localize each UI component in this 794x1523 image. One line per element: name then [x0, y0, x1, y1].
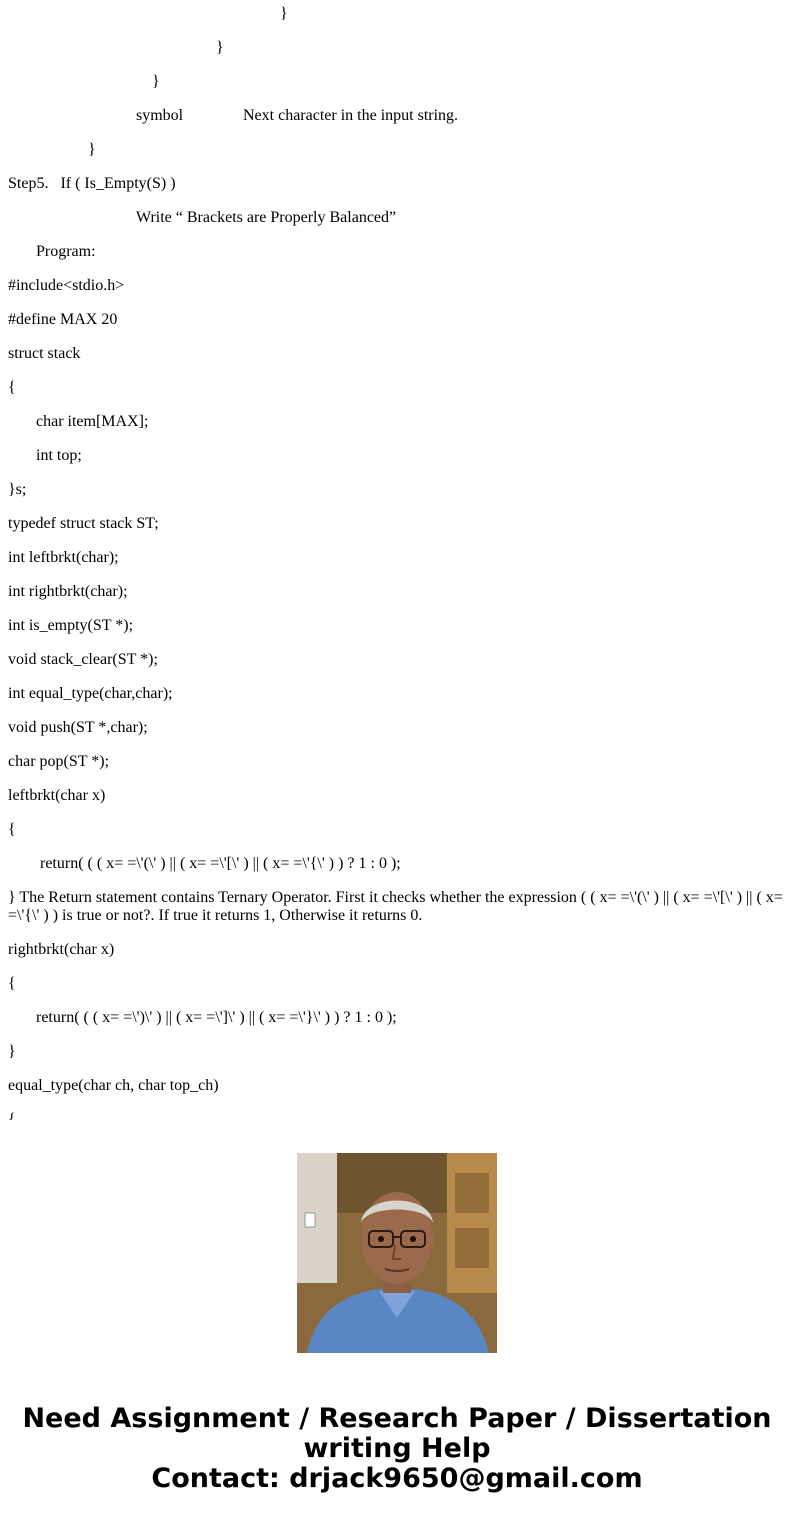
- symbol-description: Next character in the input string.: [243, 107, 459, 124]
- code-line: int is_empty(ST *);: [8, 617, 134, 634]
- closing-brace: }: [280, 5, 288, 22]
- closing-brace: }: [88, 141, 96, 158]
- author-portrait-icon: [297, 1153, 497, 1353]
- code-line-cut-off: [8, 1111, 16, 1118]
- code-line: #include<stdio.h>: [8, 277, 125, 294]
- code-line: typedef struct stack ST;: [8, 515, 159, 532]
- code-line: }: [8, 1043, 16, 1060]
- ternary-explanation: } The Return statement contains Ternary Operator. First it checks whether the expression ( ( x= =\'(\' ) || ( x= =\'[\' ) || ( x= =\'{\' ) ) is true or not?. If true it returns 1, Otherwise it returns 0.: [8, 889, 783, 924]
- closing-brace: }: [216, 39, 224, 56]
- code-line: leftbrkt(char x): [8, 787, 106, 804]
- code-line: }s;: [8, 481, 27, 498]
- program-heading: Program:: [36, 243, 96, 260]
- code-line: rightbrkt(char x): [8, 941, 115, 958]
- code-line: {: [8, 975, 16, 992]
- promo-footer: [0, 1120, 794, 1523]
- write-balanced-line: Write “ Brackets are Properly Balanced”: [136, 209, 397, 226]
- code-line: int rightbrkt(char);: [8, 583, 128, 600]
- step5-line: Step5. If ( Is_Empty(S) ): [8, 175, 176, 192]
- code-line: char item[MAX];: [36, 413, 149, 430]
- code-line: return( ( ( x= =\'(\' ) || ( x= =\'[\' ) || ( x= =\'{\' ) ) ? 1 : 0 );: [40, 855, 401, 872]
- code-line: {: [8, 379, 16, 396]
- code-line: void stack_clear(ST *);: [8, 651, 158, 668]
- promo-text: [0, 1404, 794, 1494]
- code-line: int equal_type(char,char);: [8, 685, 173, 702]
- promo-line-1: Need Assignment / Research Paper / Dissertation: [22, 1403, 772, 1434]
- promo-contact-line[interactable]: Contact: drjack9650@gmail.com: [151, 1463, 643, 1494]
- closing-brace: }: [152, 73, 160, 90]
- code-line: int leftbrkt(char);: [8, 549, 119, 566]
- code-line: equal_type(char ch, char top_ch): [8, 1077, 219, 1094]
- code-line: void push(ST *,char);: [8, 719, 148, 736]
- code-line: return( ( ( x= =\')\' ) || ( x= =\']\' ) || ( x= =\'}\' ) ) ? 1 : 0 );: [36, 1009, 397, 1026]
- code-line: struct stack: [8, 345, 81, 362]
- promo-line-2: writing Help: [303, 1433, 491, 1464]
- author-photo: [297, 1153, 497, 1353]
- code-line: {: [8, 821, 16, 838]
- code-line: #define MAX 20: [8, 311, 118, 328]
- code-line: int top;: [36, 447, 82, 464]
- symbol-label: symbol: [136, 107, 184, 124]
- code-line: char pop(ST *);: [8, 753, 110, 770]
